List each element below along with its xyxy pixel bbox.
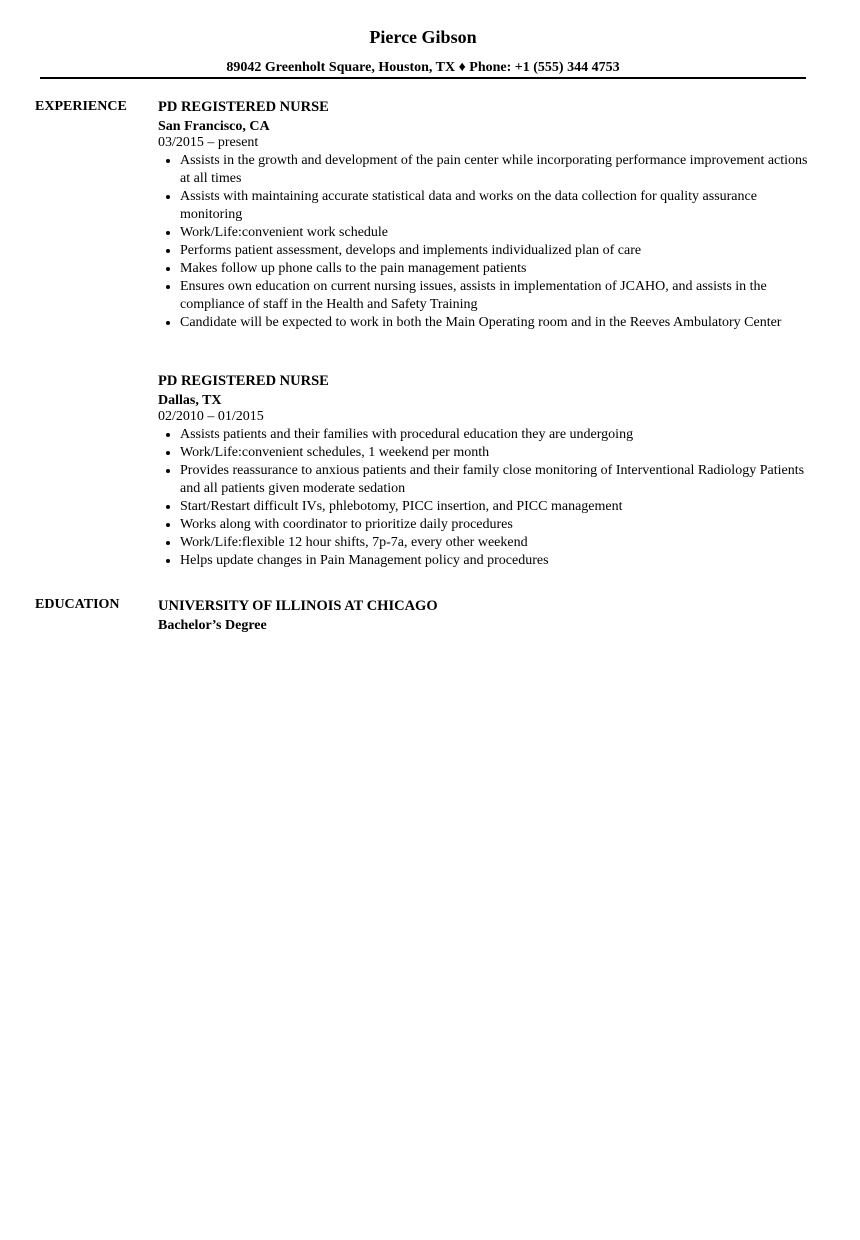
bullet-icon [166, 505, 170, 509]
bullet-text: Work/Life:flexible 12 hour shifts, 7p-7a, every other weekend [180, 535, 528, 550]
bullet-icon [166, 469, 170, 473]
job-dates: 03/2015 – present [158, 135, 259, 150]
bullet-text: Candidate will be expected to work in both the Main Operating room and in the Reeves Ambulatory Center [180, 315, 782, 330]
bullet-icon [166, 523, 170, 527]
bullet-text: Assists in the growth and development of the pain center while incorporating performance improvement actions at all times [180, 153, 808, 186]
bullet-icon [166, 433, 170, 437]
bullet-text: Work/Life:convenient work schedule [180, 225, 389, 240]
bullet-text: Performs patient assessment, develops and implements individualized plan of care [180, 243, 642, 258]
bullet-icon [166, 231, 170, 235]
degree: Bachelor’s Degree [158, 618, 267, 633]
bullet-text: Assists with maintaining accurate statistical data and works on the data collection for quality assurance monitoring [180, 189, 757, 222]
section-label-education: EDUCATION [35, 597, 120, 612]
job-title: PD REGISTERED NURSE [158, 373, 329, 389]
bullet-icon [166, 285, 170, 289]
list-item [158, 314, 808, 332]
bullet-text: Works along with coordinator to prioritize daily procedures [180, 517, 513, 532]
bullet-icon [166, 159, 170, 163]
list-item [158, 552, 808, 570]
job-bullet-list [158, 426, 808, 570]
job-location: San Francisco, CA [158, 119, 270, 134]
school-name: UNIVERSITY OF ILLINOIS AT CHICAGO [158, 598, 438, 614]
bullet-text: Makes follow up phone calls to the pain management patients [180, 261, 527, 276]
list-item [158, 224, 808, 242]
bullet-text: Assists patients and their families with procedural education they are undergoing [180, 427, 634, 442]
list-item [158, 278, 808, 314]
job-dates: 02/2010 – 01/2015 [158, 409, 264, 424]
list-item [158, 242, 808, 260]
bullet-text: Provides reassurance to anxious patients and their family close monitoring of Interventional Radiology Patients and all patients given moderate sedation [180, 463, 805, 496]
bullet-icon [166, 321, 170, 325]
bullet-icon [166, 451, 170, 455]
list-item [158, 534, 808, 552]
list-item [158, 516, 808, 534]
job-entry-1 [158, 98, 808, 332]
bullet-text: Ensures own education on current nursing issues, assists in implementation of JCAHO, and assists in the compliance of staff in the Health and Safety Training [180, 279, 767, 312]
bullet-text: Start/Restart difficult IVs, phlebotomy, PICC insertion, and PICC management [180, 499, 623, 514]
list-item [158, 152, 808, 188]
header-divider [40, 77, 806, 79]
list-item [158, 444, 808, 462]
job-entry-2 [158, 372, 808, 570]
bullet-icon [166, 195, 170, 199]
bullet-icon [166, 559, 170, 563]
job-bullet-list [158, 152, 808, 332]
contact-line: 89042 Greenholt Square, Houston, TX ♦ Phone: +1 (555) 344 4753 [226, 60, 620, 75]
job-title: PD REGISTERED NURSE [158, 99, 329, 115]
bullet-icon [166, 267, 170, 271]
candidate-name: Pierce Gibson [369, 27, 477, 47]
list-item [158, 188, 808, 224]
bullet-icon [166, 541, 170, 545]
job-location: Dallas, TX [158, 393, 222, 408]
bullet-text: Helps update changes in Pain Management policy and procedures [180, 553, 549, 568]
list-item [158, 260, 808, 278]
bullet-text: Work/Life:convenient schedules, 1 weekend per month [180, 445, 490, 460]
bullet-icon [166, 249, 170, 253]
list-item [158, 426, 808, 444]
education-entry [158, 597, 808, 635]
list-item [158, 498, 808, 516]
list-item [158, 462, 808, 498]
section-label-experience: EXPERIENCE [35, 99, 127, 114]
